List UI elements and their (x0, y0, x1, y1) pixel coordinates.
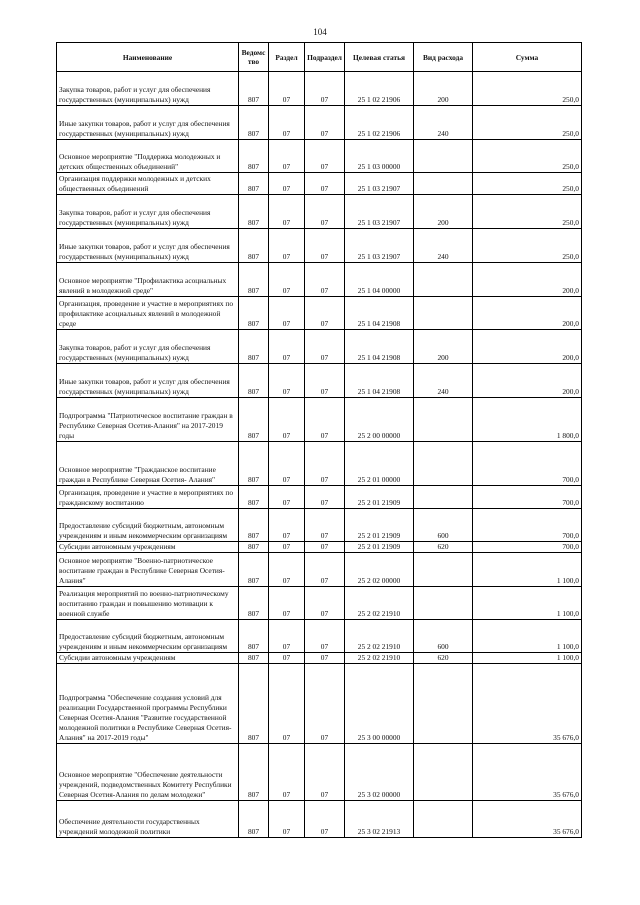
cell-section: 07 (269, 801, 305, 838)
table-row (57, 664, 582, 744)
header-sum: Сумма (473, 43, 582, 72)
table-row (57, 140, 582, 173)
cell-target: 25 2 00 00000 (345, 398, 414, 442)
cell-name: Иные закупки товаров, работ и услуг для обеспечения государственных (муниципальных) нужд (57, 229, 239, 263)
cell-section: 07 (269, 330, 305, 364)
cell-subsection: 07 (305, 486, 345, 509)
cell-target: 25 3 00 00000 (345, 664, 414, 744)
cell-name: Иные закупки товаров, работ и услуг для обеспечения государственных (муниципальных) нужд (57, 364, 239, 398)
cell-dept: 807 (239, 801, 269, 838)
cell-dept: 807 (239, 330, 269, 364)
cell-expense-type (414, 442, 473, 486)
cell-expense-type: 200 (414, 195, 473, 229)
cell-name: Основное мероприятие "Поддержка молодежных и детских общественных объединений" (57, 140, 239, 173)
cell-name: Основное мероприятие "Обеспечение деятельности учреждений, подведомственных Комитету Республики Северная Осетия-Алания по делам молодежи" (57, 744, 239, 801)
cell-section: 07 (269, 620, 305, 653)
cell-sum: 35 676,0 (473, 801, 582, 838)
cell-expense-type: 600 (414, 620, 473, 653)
cell-expense-type (414, 173, 473, 195)
cell-section: 07 (269, 398, 305, 442)
cell-subsection: 07 (305, 664, 345, 744)
cell-expense-type (414, 486, 473, 509)
cell-target: 25 2 01 21909 (345, 542, 414, 553)
header-name: Наименование (57, 43, 239, 72)
cell-subsection: 07 (305, 364, 345, 398)
cell-sum: 250,0 (473, 72, 582, 106)
cell-expense-type (414, 297, 473, 330)
cell-sum: 35 676,0 (473, 744, 582, 801)
table-row (57, 620, 582, 653)
cell-expense-type (414, 140, 473, 173)
table-row (57, 587, 582, 620)
table-row (57, 442, 582, 486)
cell-target: 25 1 04 21908 (345, 330, 414, 364)
table-row (57, 509, 582, 542)
cell-sum: 250,0 (473, 195, 582, 229)
cell-subsection: 07 (305, 263, 345, 297)
cell-target: 25 2 02 21910 (345, 620, 414, 653)
cell-name: Закупка товаров, работ и услуг для обеспечения государственных (муниципальных) нужд (57, 330, 239, 364)
cell-subsection: 07 (305, 330, 345, 364)
cell-subsection: 07 (305, 542, 345, 553)
cell-name: Субсидии автономным учреждениям (57, 542, 239, 553)
cell-target: 25 2 01 21909 (345, 509, 414, 542)
cell-sum: 700,0 (473, 509, 582, 542)
cell-sum: 1 100,0 (473, 553, 582, 587)
cell-sum: 250,0 (473, 173, 582, 195)
cell-name: Иные закупки товаров, работ и услуг для обеспечения государственных (муниципальных) нужд (57, 106, 239, 140)
table-row (57, 653, 582, 664)
cell-target: 25 1 04 21908 (345, 364, 414, 398)
cell-name: Закупка товаров, работ и услуг для обеспечения государственных (муниципальных) нужд (57, 195, 239, 229)
cell-section: 07 (269, 542, 305, 553)
cell-sum: 200,0 (473, 330, 582, 364)
cell-expense-type (414, 263, 473, 297)
cell-expense-type (414, 744, 473, 801)
cell-section: 07 (269, 106, 305, 140)
cell-section: 07 (269, 486, 305, 509)
header-row (57, 43, 582, 72)
cell-expense-type: 200 (414, 72, 473, 106)
cell-dept: 807 (239, 744, 269, 801)
cell-section: 07 (269, 509, 305, 542)
cell-target: 25 2 01 00000 (345, 442, 414, 486)
cell-subsection: 07 (305, 442, 345, 486)
cell-section: 07 (269, 653, 305, 664)
cell-section: 07 (269, 364, 305, 398)
cell-name: Субсидии автономным учреждениям (57, 653, 239, 664)
cell-dept: 807 (239, 553, 269, 587)
table-row (57, 744, 582, 801)
cell-sum: 1 100,0 (473, 587, 582, 620)
cell-target: 25 2 01 21909 (345, 486, 414, 509)
cell-target: 25 3 02 00000 (345, 744, 414, 801)
cell-subsection: 07 (305, 653, 345, 664)
table-row (57, 263, 582, 297)
cell-section: 07 (269, 263, 305, 297)
cell-section: 07 (269, 72, 305, 106)
cell-section: 07 (269, 297, 305, 330)
cell-name: Подпрограмма "Обеспечение создания условий для реализации Государственной программы Республики Северная Осетия-Алания "Развитие государственной молодежной политики в Республике Северная Осетия-Алания" на 2017-2019 годы" (57, 664, 239, 744)
table-row (57, 330, 582, 364)
cell-section: 07 (269, 587, 305, 620)
cell-subsection: 07 (305, 744, 345, 801)
cell-name: Основное мероприятие "Профилактика асоциальных явлений в молодежной среде" (57, 263, 239, 297)
cell-dept: 807 (239, 442, 269, 486)
cell-sum: 1 100,0 (473, 653, 582, 664)
cell-sum: 250,0 (473, 140, 582, 173)
table-row (57, 297, 582, 330)
cell-expense-type: 200 (414, 330, 473, 364)
table-row (57, 553, 582, 587)
cell-dept: 807 (239, 664, 269, 744)
cell-section: 07 (269, 140, 305, 173)
cell-dept: 807 (239, 542, 269, 553)
cell-sum: 200,0 (473, 297, 582, 330)
cell-name: Основное мероприятие "Гражданское воспитание граждан в Республике Северная Осетия- Алания" (57, 442, 239, 486)
cell-name: Предоставление субсидий бюджетным, автономным учреждениям и иным некоммерческим организациям (57, 509, 239, 542)
cell-subsection: 07 (305, 229, 345, 263)
cell-target: 25 1 03 21907 (345, 229, 414, 263)
cell-target: 25 1 03 00000 (345, 140, 414, 173)
cell-dept: 807 (239, 72, 269, 106)
cell-expense-type (414, 664, 473, 744)
table-row (57, 229, 582, 263)
cell-target: 25 1 02 21906 (345, 72, 414, 106)
cell-sum: 700,0 (473, 542, 582, 553)
cell-expense-type: 620 (414, 653, 473, 664)
cell-sum: 200,0 (473, 263, 582, 297)
cell-dept: 807 (239, 620, 269, 653)
cell-dept: 807 (239, 653, 269, 664)
cell-section: 07 (269, 229, 305, 263)
cell-expense-type: 240 (414, 106, 473, 140)
table-row (57, 486, 582, 509)
cell-subsection: 07 (305, 620, 345, 653)
table-row (57, 398, 582, 442)
table-row (57, 173, 582, 195)
cell-subsection: 07 (305, 195, 345, 229)
page-number: 104 (313, 27, 327, 37)
table-row (57, 801, 582, 838)
budget-table (56, 42, 582, 838)
cell-sum: 250,0 (473, 229, 582, 263)
cell-target: 25 1 04 21908 (345, 297, 414, 330)
cell-dept: 807 (239, 364, 269, 398)
cell-dept: 807 (239, 486, 269, 509)
cell-subsection: 07 (305, 587, 345, 620)
cell-target: 25 2 02 00000 (345, 553, 414, 587)
cell-subsection: 07 (305, 801, 345, 838)
cell-name: Подпрограмма "Патриотическое воспитание граждан в Республике Северная Осетия-Алания" на 2017-2019 годы (57, 398, 239, 442)
header-target: Целевая статья (345, 43, 414, 72)
cell-expense-type: 240 (414, 364, 473, 398)
cell-target: 25 2 02 21910 (345, 587, 414, 620)
header-section: Раздел (269, 43, 305, 72)
cell-sum: 700,0 (473, 442, 582, 486)
cell-subsection: 07 (305, 509, 345, 542)
cell-dept: 807 (239, 195, 269, 229)
cell-section: 07 (269, 195, 305, 229)
cell-section: 07 (269, 173, 305, 195)
cell-sum: 1 100,0 (473, 620, 582, 653)
cell-expense-type (414, 587, 473, 620)
cell-name: Реализация мероприятий по военно-патриотическому воспитанию граждан и повышению мотивации к военной службе (57, 587, 239, 620)
cell-dept: 807 (239, 173, 269, 195)
cell-dept: 807 (239, 140, 269, 173)
cell-section: 07 (269, 744, 305, 801)
cell-target: 25 1 04 00000 (345, 263, 414, 297)
table-row (57, 72, 582, 106)
table-row (57, 195, 582, 229)
table-row (57, 364, 582, 398)
cell-name: Организация, проведение и участие в мероприятиях по гражданскому воспитанию (57, 486, 239, 509)
cell-sum: 1 800,0 (473, 398, 582, 442)
table-row (57, 106, 582, 140)
cell-sum: 35 676,0 (473, 664, 582, 744)
cell-section: 07 (269, 553, 305, 587)
cell-target: 25 1 03 21907 (345, 195, 414, 229)
cell-dept: 807 (239, 229, 269, 263)
cell-sum: 700,0 (473, 486, 582, 509)
header-dept: Ведомс тво (239, 43, 269, 72)
cell-section: 07 (269, 442, 305, 486)
cell-subsection: 07 (305, 553, 345, 587)
table-row (57, 542, 582, 553)
table-body (57, 72, 582, 838)
cell-name: Обеспечение деятельности государственных учреждений молодежной политики (57, 801, 239, 838)
cell-dept: 807 (239, 263, 269, 297)
cell-target: 25 2 02 21910 (345, 653, 414, 664)
cell-expense-type: 240 (414, 229, 473, 263)
cell-target: 25 1 02 21906 (345, 106, 414, 140)
cell-expense-type (414, 553, 473, 587)
cell-expense-type: 620 (414, 542, 473, 553)
cell-subsection: 07 (305, 140, 345, 173)
cell-target: 25 1 03 21907 (345, 173, 414, 195)
cell-expense-type (414, 398, 473, 442)
cell-sum: 200,0 (473, 364, 582, 398)
header-expense-type: Вид расхода (414, 43, 473, 72)
cell-dept: 807 (239, 587, 269, 620)
cell-subsection: 07 (305, 72, 345, 106)
table-header (57, 43, 582, 72)
cell-section: 07 (269, 664, 305, 744)
cell-name: Предоставление субсидий бюджетным, автономным учреждениям и иным некоммерческим организациям (57, 620, 239, 653)
cell-subsection: 07 (305, 106, 345, 140)
cell-dept: 807 (239, 297, 269, 330)
cell-target: 25 3 02 21913 (345, 801, 414, 838)
cell-dept: 807 (239, 106, 269, 140)
cell-name: Закупка товаров, работ и услуг для обеспечения государственных (муниципальных) нужд (57, 72, 239, 106)
cell-sum: 250,0 (473, 106, 582, 140)
cell-name: Основное мероприятие "Военно-патриотическое воспитание граждан в Республике Северная Осетия- Алания" (57, 553, 239, 587)
cell-name: Организация, проведение и участие в мероприятиях по профилактике асоциальных явлений в молодежной среде (57, 297, 239, 330)
cell-name: Организация поддержки молодежных и детских общественных объединений (57, 173, 239, 195)
cell-dept: 807 (239, 398, 269, 442)
header-subsection: Подраздел (305, 43, 345, 72)
cell-subsection: 07 (305, 398, 345, 442)
cell-expense-type: 600 (414, 509, 473, 542)
cell-expense-type (414, 801, 473, 838)
cell-subsection: 07 (305, 297, 345, 330)
cell-subsection: 07 (305, 173, 345, 195)
cell-dept: 807 (239, 509, 269, 542)
